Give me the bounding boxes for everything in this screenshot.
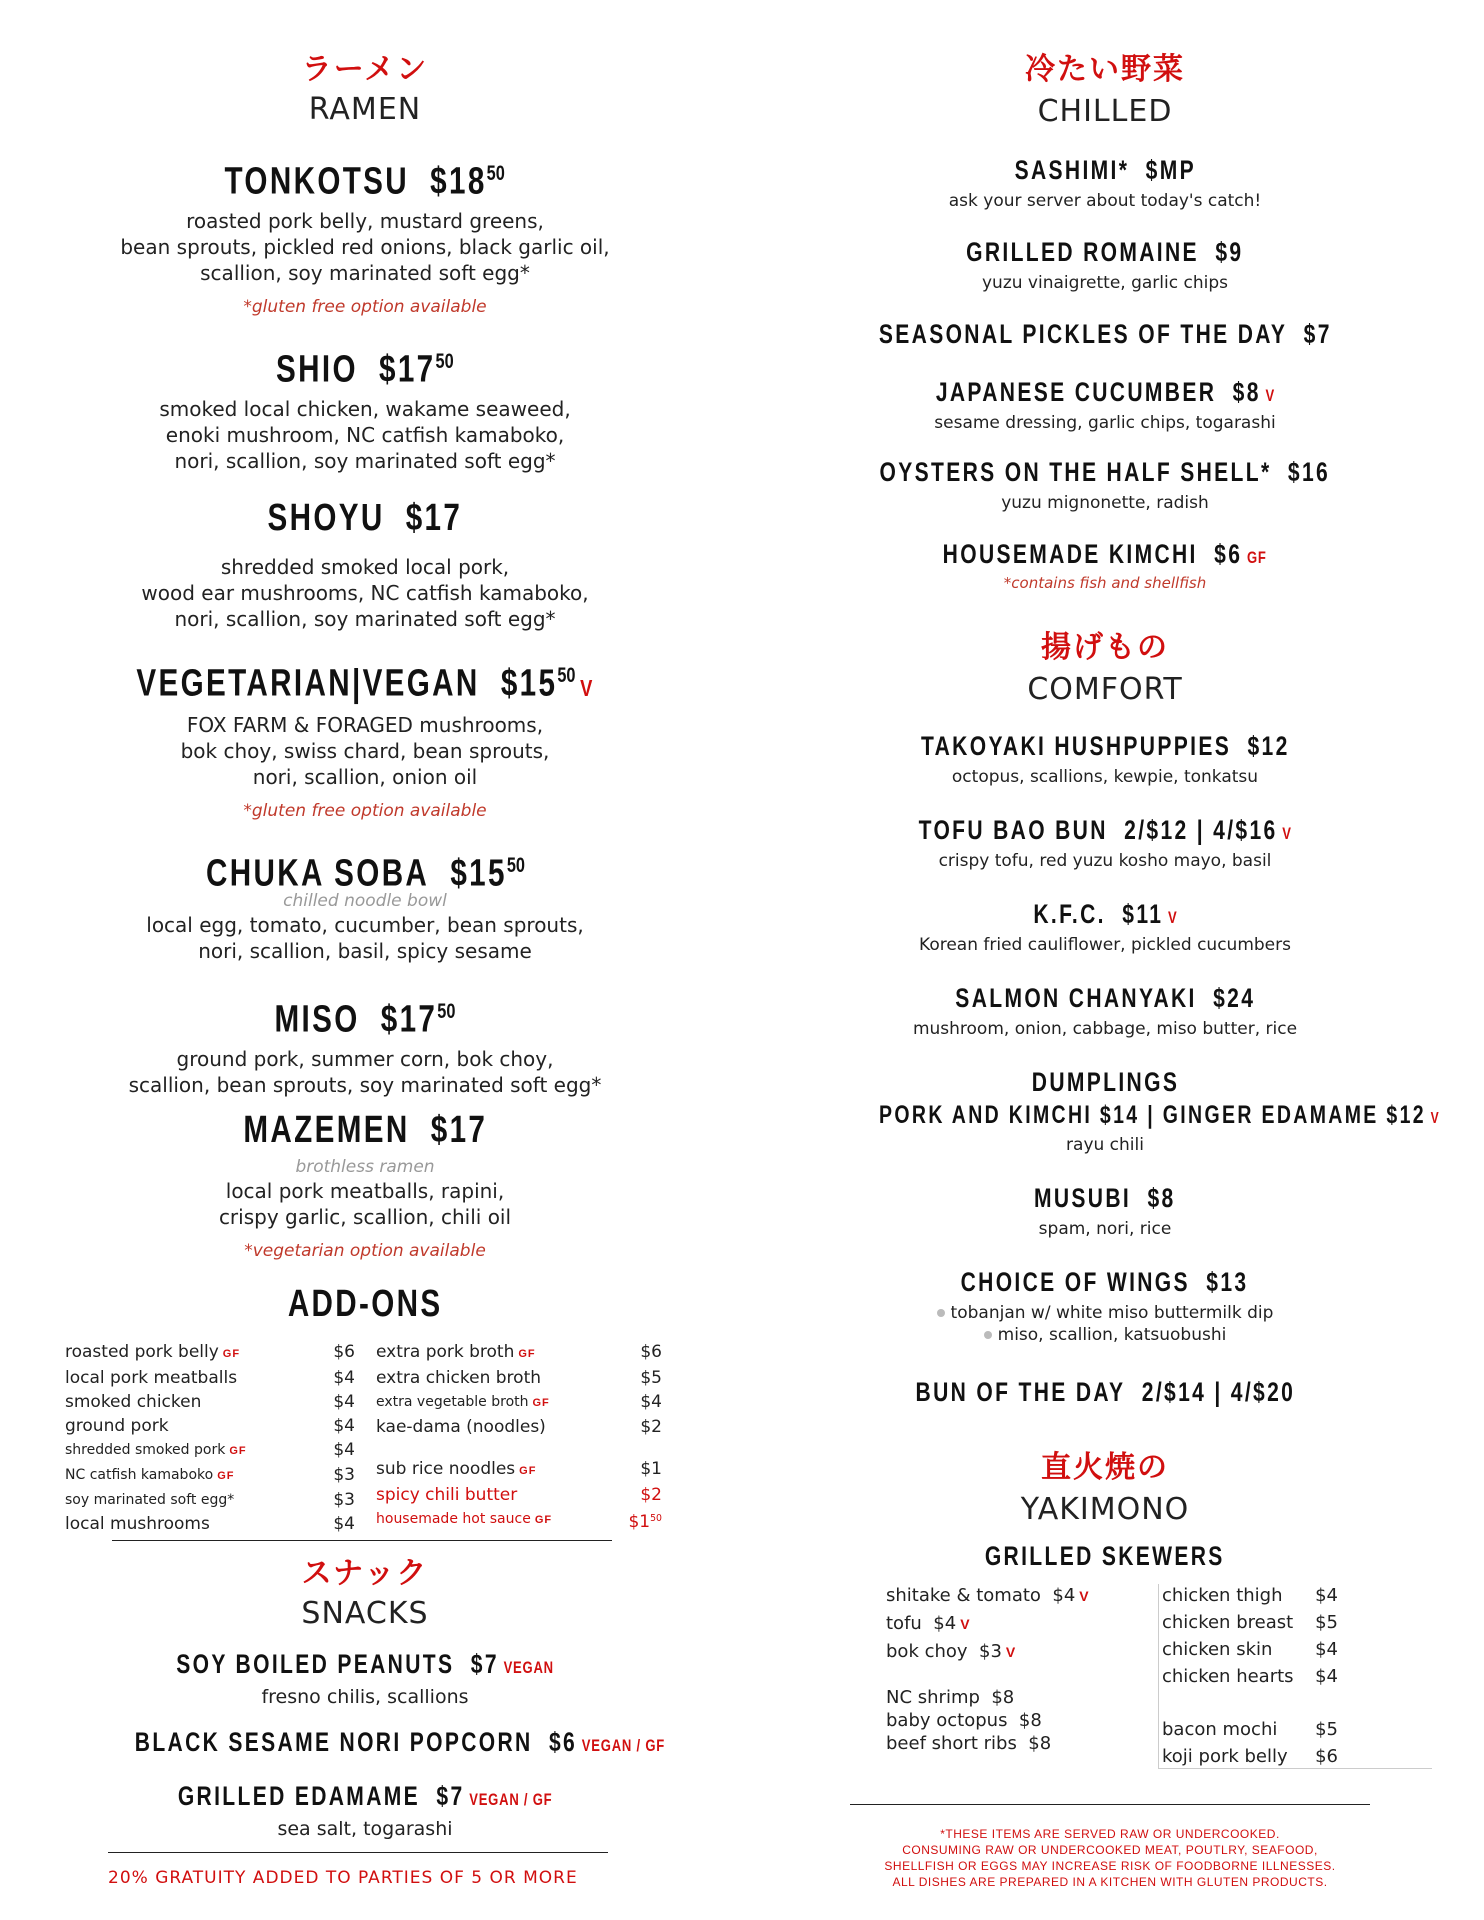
- chilled-title: CHILLED: [1037, 94, 1173, 129]
- snacks-jp-title: スナック: [301, 1556, 429, 1591]
- vegetarian-note: *gluten free option available: [243, 801, 487, 821]
- menu-item-japanese-cucumber: JAPANESE CUCUMBER $8 V: [935, 377, 1275, 407]
- menu-item-mazemen: MAZEMEN $17: [243, 1109, 487, 1151]
- ramen-title: RAMEN: [308, 92, 422, 127]
- mazemen-desc: local pork meatballs, rapini, crispy garlic, scallion, chili oil: [218, 1179, 512, 1229]
- shio-desc: smoked local chicken, wakame seaweed, enoki mushroom, NC catfish kamaboko, nori, scallion, soy marinated soft egg*: [159, 397, 571, 473]
- tonkotsu-desc: roasted pork belly, mustard greens, bean sprouts, pickled red onions, black garlic oil, scallion, soy marinated soft egg*: [120, 209, 610, 285]
- peanuts-desc: fresno chilis, scallions: [261, 1686, 469, 1708]
- divider: [112, 1540, 612, 1541]
- menu-item-takoyaki: TAKOYAKI HUSHPUPPIES $12: [920, 731, 1290, 761]
- kfc-desc: Korean fried cauliflower, pickled cucumbers: [919, 935, 1291, 955]
- edamame-desc: sea salt, togarashi: [277, 1818, 453, 1840]
- kimchi-note: *contains fish and shellfish: [1003, 574, 1207, 592]
- snacks-title: SNACKS: [301, 1596, 429, 1631]
- oysters-desc: yuzu mignonette, radish: [1001, 493, 1209, 513]
- addons-left-list: roasted pork belly GF $6 local pork meatballs $4 smoked chicken $4 ground pork $4 shredded smoked pork GF $4 NC catfish kamaboko GF $3 soy marinated soft egg* $3 local mushrooms $4: [65, 1342, 355, 1534]
- divider: [108, 1852, 608, 1853]
- musubi-desc: spam, nori, rice: [1038, 1219, 1172, 1239]
- mazemen-subtitle: brothless ramen: [295, 1157, 435, 1177]
- bao-desc: crispy tofu, red yuzu kosho mayo, basil: [938, 851, 1272, 871]
- wings-options: tobanjan w/ white miso buttermilk dip miso, scallion, katsuobushi: [800, 1302, 1410, 1346]
- romaine-desc: yuzu vinaigrette, garlic chips: [982, 273, 1228, 293]
- yakimono-jp-title: 直火焼の: [1041, 1450, 1169, 1485]
- menu-item-tonkotsu: TONKOTSU $\$18^{50}$: [224, 160, 506, 203]
- skewers-divider: [1158, 1584, 1159, 1768]
- mazemen-note: *vegetarian option available: [244, 1241, 486, 1261]
- menu-item-nori-popcorn: BLACK SESAME NORI POPCORN $6 VEGAN / GF: [134, 1727, 666, 1757]
- sashimi-desc: ask your server about today's catch!: [948, 191, 1262, 211]
- comfort-jp-title: 揚げもの: [1041, 630, 1169, 665]
- menu-item-soy-boiled-peanuts: SOY BOILED PEANUTS $7 VEGAN: [176, 1649, 554, 1679]
- skewers-right-list: chicken thigh $4 chicken breast $5 chicken skin $4 chicken hearts $4 bacon mochi $5 koji pork belly $6: [1162, 1585, 1338, 1767]
- takoyaki-desc: octopus, scallions, kewpie, tonkatsu: [951, 767, 1259, 787]
- ramen-jp-title: ラーメン: [301, 52, 429, 87]
- menu-item-dumplings: DUMPLINGS: [1031, 1067, 1179, 1097]
- menu-item-miso: MISO $\$17^{50}$: [274, 998, 456, 1041]
- menu-item-shoyu: SHOYU $17: [267, 497, 463, 539]
- salmon-desc: mushroom, onion, cabbage, miso butter, rice: [912, 1019, 1298, 1039]
- menu-item-grilled-romaine: GRILLED ROMAINE $9: [966, 237, 1244, 267]
- bullet-icon: [937, 1309, 945, 1317]
- dumplings-options: PORK AND KIMCHI $14 | GINGER EDAMAME $12 V: [879, 1101, 1440, 1129]
- comfort-title: COMFORT: [1027, 672, 1183, 707]
- bullet-icon: [984, 1331, 992, 1339]
- vegan-tag: V: [580, 674, 594, 701]
- addons-right-list: extra pork broth GF $6 extra chicken broth $5 extra vegetable broth GF $4 kae-dama (noodles) $2 sub rice noodles GF $1 spicy chili butter $2 housemade hot sauce GF $\$1^{50}$: [376, 1342, 662, 1533]
- shoyu-desc: shredded smoked local pork, wood ear mushrooms, NC catfish kamaboko, nori, scallion, soy marinated soft egg*: [141, 555, 589, 631]
- menu-item-vegetarian-vegan: VEGETARIAN|VEGAN $\$15^{50}$ V: [136, 662, 594, 705]
- addons-title: ADD-ONS: [287, 1283, 443, 1325]
- chuka-soba-subtitle: chilled noodle bowl: [283, 891, 447, 911]
- vegetarian-desc: FOX FARM & FORAGED mushrooms, bok choy, swiss chard, bean sprouts, nori, scallion, onion oil: [180, 713, 550, 789]
- menu-item-tofu-bao-bun: TOFU BAO BUN 2/$12 | 4/$16 V: [918, 815, 1292, 845]
- divider: [850, 1804, 1370, 1805]
- chuka-soba-desc: local egg, tomato, cucumber, bean sprouts, nori, scallion, basil, spicy sesame: [146, 913, 584, 963]
- menu-item-housemade-kimchi: HOUSEMADE KIMCHI $6 GF: [943, 539, 1267, 569]
- menu-item-kfc: K.F.C. $11 V: [1032, 899, 1178, 929]
- menu-item-salmon-chanyaki: SALMON CHANYAKI $24: [955, 983, 1255, 1013]
- menu-item-chuka-soba: CHUKA SOBA $\$15^{50}$: [205, 852, 525, 895]
- grilled-skewers-title: GRILLED SKEWERS: [985, 1541, 1225, 1571]
- cucumber-desc: sesame dressing, garlic chips, togarashi: [934, 413, 1276, 433]
- skewers-left-list: shitake & tomato $4 V tofu $4 V bok choy $3 V NC shrimp $8 baby octopus $8 beef short ribs $8: [886, 1585, 1089, 1754]
- chilled-jp-title: 冷たい野菜: [1025, 52, 1185, 87]
- menu-item-seasonal-pickles: SEASONAL PICKLES OF THE DAY $7: [878, 319, 1332, 349]
- menu-item-choice-of-wings: CHOICE OF WINGS $13: [961, 1267, 1249, 1297]
- miso-desc: ground pork, summer corn, bok choy, scallion, bean sprouts, soy marinated soft egg*: [128, 1047, 602, 1097]
- menu-item-bun-of-the-day: BUN OF THE DAY 2/$14 | 4/$20: [915, 1377, 1295, 1407]
- yakimono-title: YAKIMONO: [1020, 1492, 1190, 1527]
- menu-item-musubi: MUSUBI $8: [1034, 1183, 1176, 1213]
- food-safety-disclaimer: *THESE ITEMS ARE SERVED RAW OR UNDERCOOKED. CONSUMING RAW OR UNDERCOOKED MEAT, POUTLRY, SEAFOOD, SHELLFISH OR EGGS MAY INCREASE RISK OF FOODBORNE ILLNESSES. ALL DISHES ARE PREPARED IN A KITCHEN WITH GLUTEN PRODUCTS.: [884, 1827, 1336, 1889]
- dumplings-desc: rayu chili: [1066, 1135, 1144, 1155]
- tonkotsu-note: *gluten free option available: [243, 297, 487, 317]
- menu-item-sashimi: SASHIMI* $MP: [1014, 155, 1196, 185]
- menu-item-shio: SHIO $\$17^{50}$: [276, 348, 454, 391]
- menu-item-grilled-edamame: GRILLED EDAMAME $7 VEGAN / GF: [177, 1781, 553, 1811]
- gratuity-notice: 20% GRATUITY ADDED TO PARTIES OF 5 OR MORE: [108, 1868, 578, 1888]
- menu-item-oysters: OYSTERS ON THE HALF SHELL* $16: [879, 457, 1331, 487]
